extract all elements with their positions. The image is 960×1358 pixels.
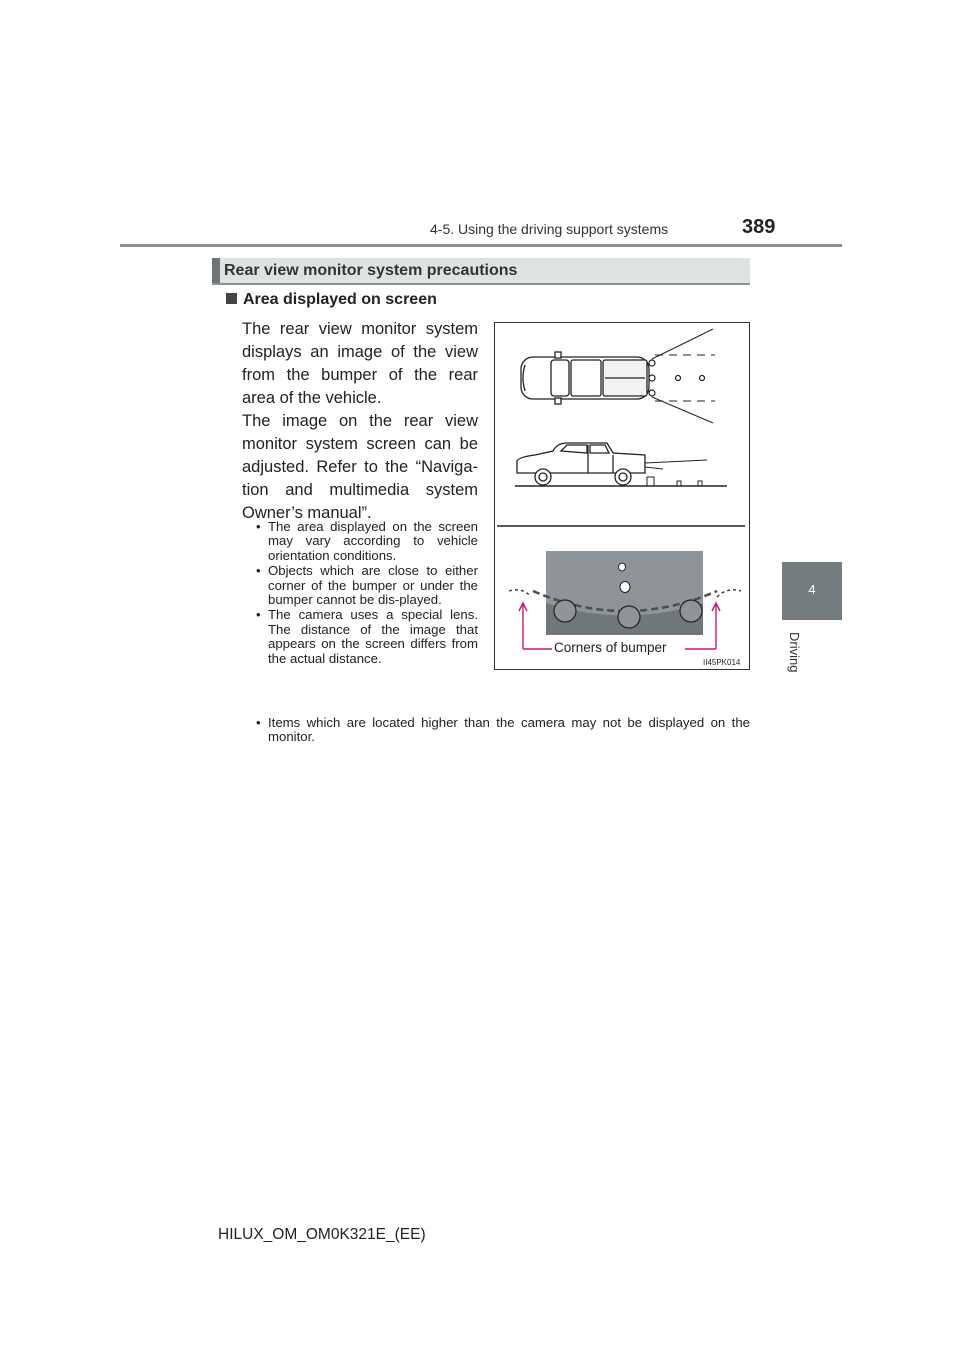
list-item bbox=[256, 564, 478, 607]
header-rule bbox=[120, 244, 842, 247]
bullet-list bbox=[256, 520, 478, 667]
list-item-wide bbox=[256, 716, 750, 746]
section-title: Rear view monitor system precautions bbox=[224, 262, 518, 279]
section-title-bar bbox=[212, 258, 750, 285]
bullet-dot-icon: • bbox=[256, 607, 261, 623]
paragraph-line: adjusted. Refer to the “Naviga- bbox=[242, 458, 478, 476]
bullet-text: The area displayed on the screen may vary according to vehicle orientation conditions. bbox=[268, 519, 478, 563]
section-bar-stripe bbox=[212, 258, 220, 283]
bullet-dot-icon: • bbox=[256, 715, 261, 730]
bullet-dot-icon: • bbox=[256, 519, 261, 534]
chapter-tab[interactable] bbox=[782, 562, 842, 620]
list-item bbox=[256, 520, 478, 563]
paragraph-line: area of the vehicle. bbox=[242, 389, 382, 407]
paragraph-line: monitor system screen can be bbox=[242, 435, 478, 453]
bullet-text: The camera uses a special lens. The distance of the image that appears on the screen differs from the actual distance. bbox=[268, 607, 478, 666]
paragraph-line: The rear view monitor system bbox=[242, 320, 478, 338]
paragraph-line: Owner’s manual”. bbox=[242, 504, 372, 522]
page-number: 389 bbox=[742, 216, 776, 238]
chapter-label-container bbox=[786, 632, 802, 682]
vehicle-top-view bbox=[521, 352, 649, 404]
list-item bbox=[256, 716, 750, 745]
chapter-label: Driving bbox=[787, 632, 802, 673]
paragraph-2 bbox=[242, 410, 478, 525]
subsection-heading-text: Area displayed on screen bbox=[243, 291, 437, 308]
manual-code-footer: HILUX_OM_OM0K321E_(EE) bbox=[218, 1226, 426, 1243]
header-section-title: 4-5. Using the driving support systems bbox=[430, 221, 669, 237]
heading-square-icon bbox=[226, 293, 237, 304]
figure-callout-label: Corners of bumper bbox=[554, 640, 667, 655]
bullet-text: Items which are located higher than the camera may not be displayed on the monitor. bbox=[268, 715, 750, 745]
chapter-number: 4 bbox=[808, 582, 816, 597]
subsection-heading bbox=[226, 291, 437, 309]
paragraph-line: tion and multimedia system bbox=[242, 481, 478, 499]
rear-camera-figure bbox=[494, 322, 750, 670]
vehicle-side-view bbox=[517, 443, 645, 485]
paragraph-line: The image on the rear view bbox=[242, 412, 478, 430]
top-view-range-lines bbox=[652, 329, 715, 423]
figure-code: II45PK014 bbox=[703, 658, 741, 667]
camera-screen-view bbox=[509, 551, 741, 635]
bullet-dot-icon: • bbox=[256, 563, 261, 579]
list-item bbox=[256, 608, 478, 666]
paragraph-1 bbox=[242, 318, 478, 410]
figure-illustration bbox=[495, 323, 751, 671]
paragraph-line: displays an image of the view bbox=[242, 343, 478, 361]
paragraph-line: from the bumper of the rear bbox=[242, 366, 478, 384]
top-view-sensors bbox=[649, 360, 705, 396]
bullet-text: Objects which are close to either corner of the bumper or under the bumper cannot be dis-played. bbox=[268, 563, 478, 608]
